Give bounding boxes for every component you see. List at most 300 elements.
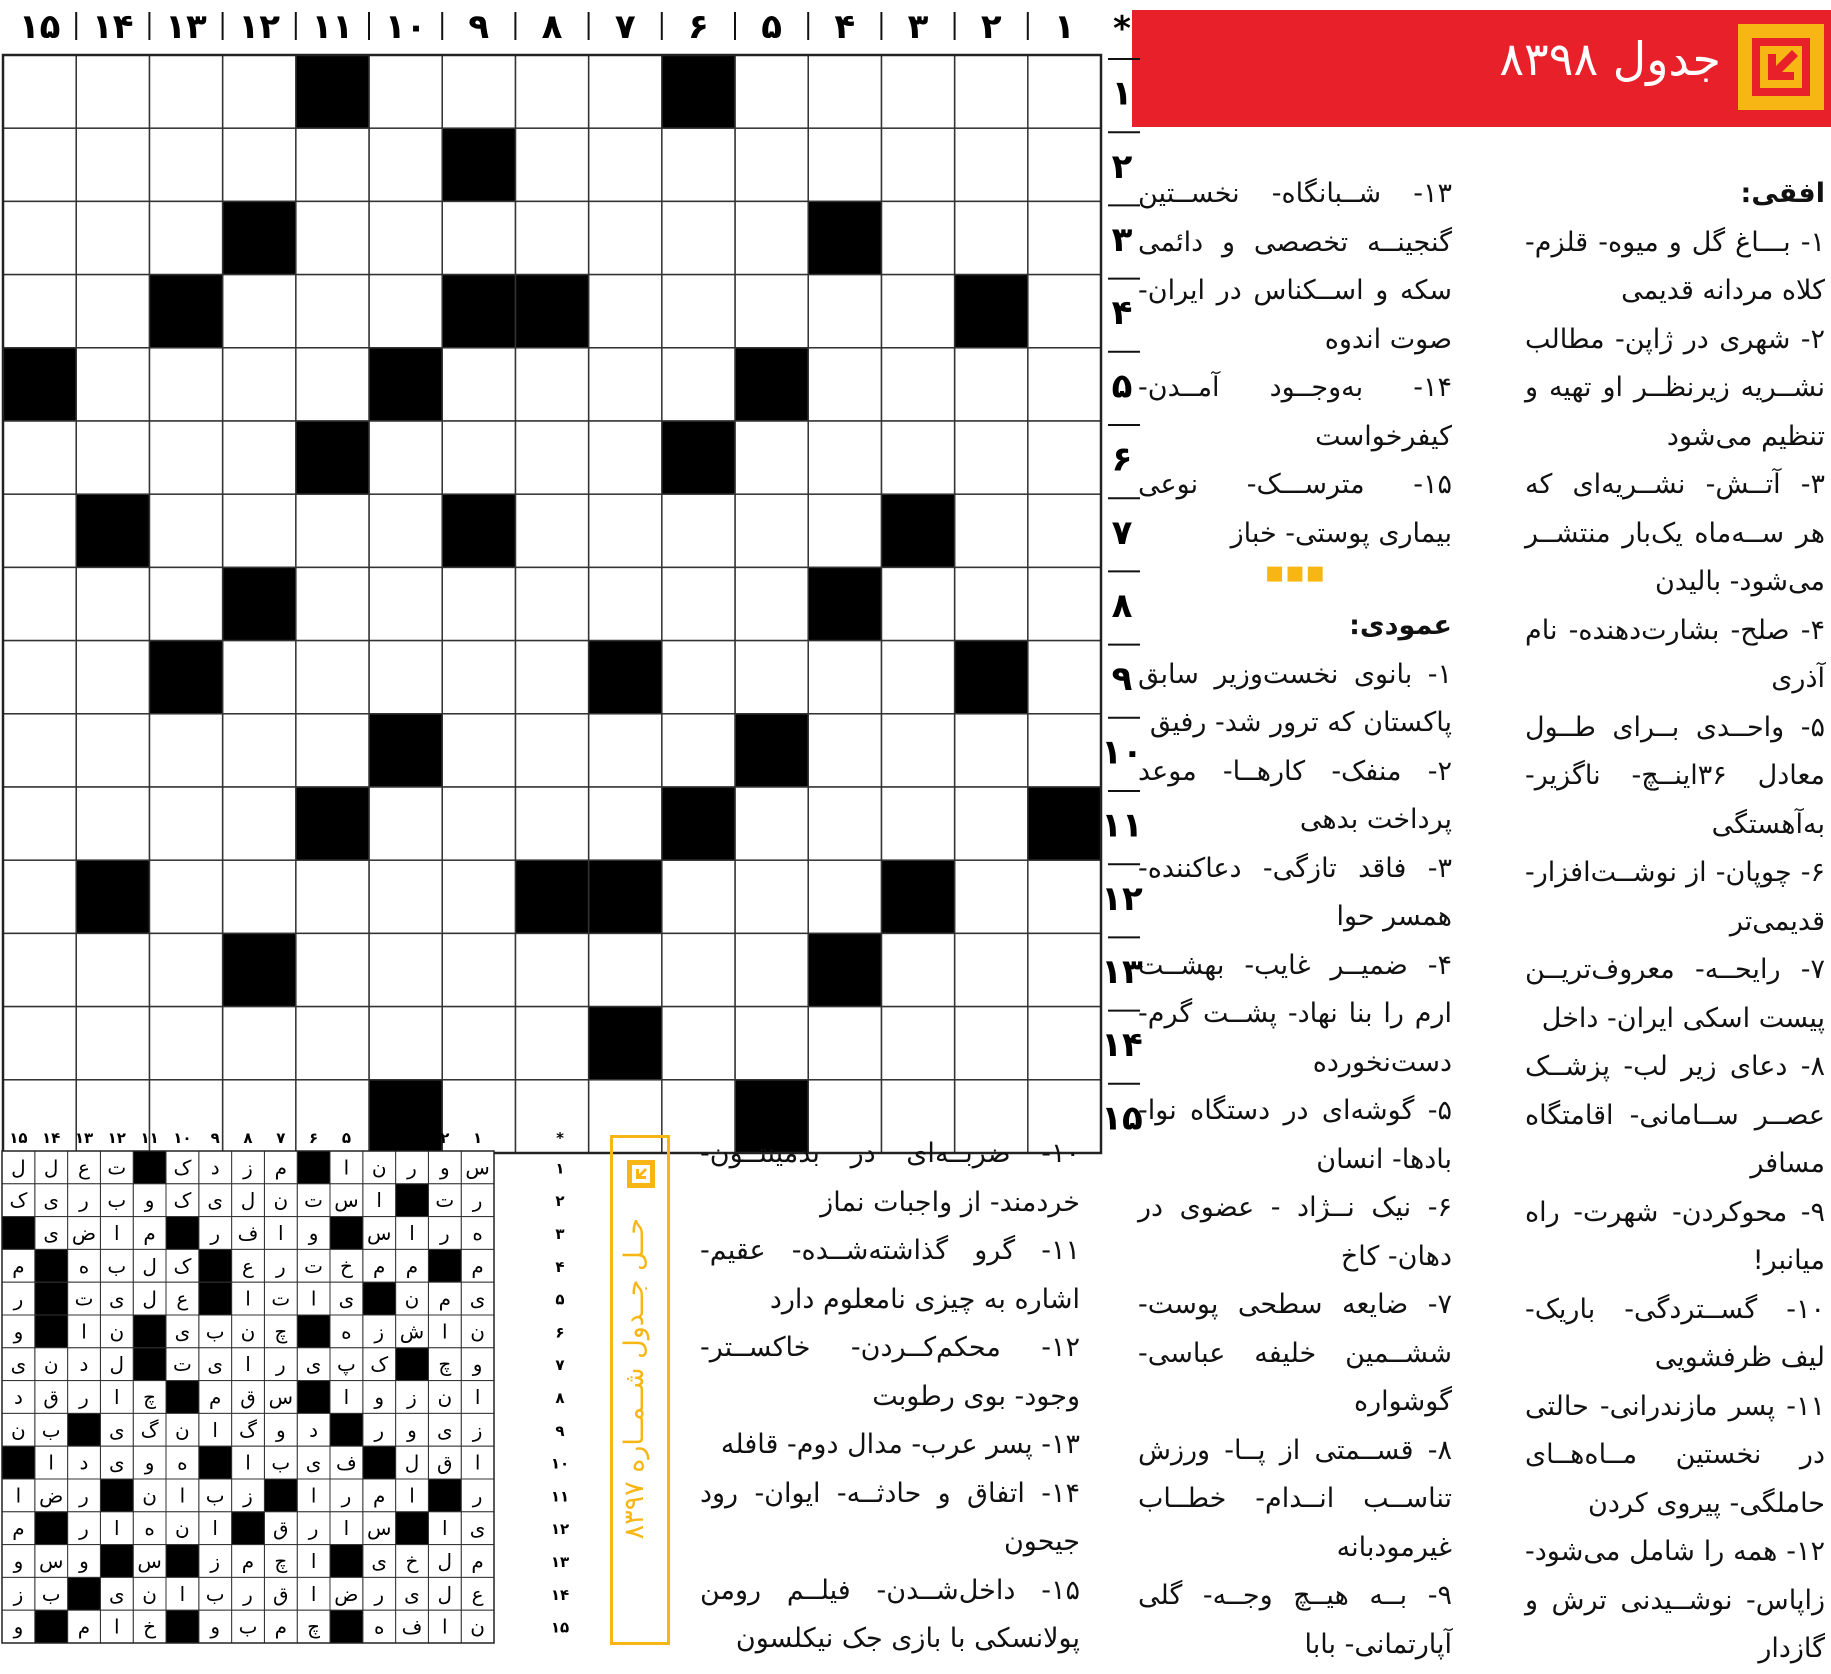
grid-cell[interactable] xyxy=(808,421,881,494)
grid-cell[interactable] xyxy=(149,933,222,1006)
solution-letter: ک xyxy=(173,1253,192,1278)
solution-letter: ر xyxy=(472,1188,483,1213)
solution-letter: ع xyxy=(242,1253,254,1278)
grid-cell[interactable] xyxy=(808,494,881,567)
grid-cell[interactable] xyxy=(149,55,222,128)
row-number: ۸ xyxy=(1111,586,1133,626)
solution-letter: ا xyxy=(310,1549,317,1573)
solution-letter: ی xyxy=(404,1581,420,1606)
solution-letter: ی xyxy=(174,1319,191,1344)
grid-cell[interactable] xyxy=(808,787,881,860)
solution-letter: ض xyxy=(39,1483,64,1508)
solution-letter: و xyxy=(210,1614,221,1639)
grid-cell[interactable] xyxy=(735,933,808,1006)
solution-black-cell xyxy=(166,1381,199,1414)
grid-cell[interactable] xyxy=(515,55,588,128)
grid-cell[interactable] xyxy=(735,1007,808,1080)
grid-cell[interactable] xyxy=(76,55,149,128)
solution-black-cell xyxy=(297,1151,330,1184)
solution-letter: د xyxy=(79,1352,89,1377)
solution-letter: ا xyxy=(245,1450,251,1475)
grid-cell[interactable] xyxy=(1028,494,1101,567)
grid-cell[interactable] xyxy=(442,641,515,714)
grid-cell[interactable] xyxy=(369,494,442,567)
grid-cell[interactable] xyxy=(76,201,149,274)
grid-cell[interactable] xyxy=(955,348,1028,421)
solution-letter: ن xyxy=(273,1188,289,1213)
black-cell xyxy=(735,714,808,787)
grid-cell[interactable] xyxy=(662,567,735,640)
black-cell xyxy=(76,860,149,933)
solution-letter: و xyxy=(308,1221,319,1245)
solution-letter: س xyxy=(465,1155,490,1180)
grid-cell[interactable] xyxy=(296,860,369,933)
grid-cell[interactable] xyxy=(881,201,954,274)
grid-cell[interactable] xyxy=(515,421,588,494)
solution-column-number: ۱۵ xyxy=(9,1129,28,1147)
row-number: ۱۲ xyxy=(1101,878,1143,919)
grid-cell[interactable] xyxy=(662,860,735,933)
grid-cell[interactable] xyxy=(3,494,76,567)
solution-black-cell xyxy=(297,1315,330,1348)
grid-cell[interactable] xyxy=(1028,201,1101,274)
grid-cell[interactable] xyxy=(662,348,735,421)
solution-column-number: ۹ xyxy=(210,1129,220,1147)
grid-cell[interactable] xyxy=(589,714,662,787)
solution-letter: م xyxy=(12,1253,25,1278)
grid-cell[interactable] xyxy=(735,128,808,201)
black-cell xyxy=(662,787,735,860)
solution-letter: ا xyxy=(343,1155,350,1180)
column-number: ۵ xyxy=(761,7,782,47)
grid-cell[interactable] xyxy=(223,421,296,494)
grid-cell[interactable] xyxy=(149,421,222,494)
solution-letter: ا xyxy=(48,1450,54,1475)
grid-cell[interactable] xyxy=(735,421,808,494)
grid-cell[interactable] xyxy=(3,787,76,860)
grid-cell[interactable] xyxy=(296,714,369,787)
solution-letter: ع xyxy=(176,1286,189,1311)
grid-cell[interactable] xyxy=(955,55,1028,128)
solution-letter: ا xyxy=(179,1483,186,1508)
grid-cell[interactable] xyxy=(3,275,76,348)
grid-cell[interactable] xyxy=(76,348,149,421)
grid-cell[interactable] xyxy=(76,421,149,494)
grid-cell[interactable] xyxy=(296,348,369,421)
grid-cell[interactable] xyxy=(955,787,1028,860)
solution-black-cell xyxy=(35,1512,68,1545)
grid-cell[interactable] xyxy=(589,275,662,348)
grid-cell[interactable] xyxy=(1028,55,1101,128)
grid-cell[interactable] xyxy=(369,275,442,348)
grid-cell[interactable] xyxy=(662,1007,735,1080)
grid-cell[interactable] xyxy=(881,641,954,714)
grid-cell[interactable] xyxy=(149,128,222,201)
solution-letter: ب xyxy=(271,1450,291,1475)
grid-cell[interactable] xyxy=(442,201,515,274)
solution-letter: س xyxy=(137,1549,162,1573)
down-clue: ۱۵- داخل‌شــدن- فیلــم رومن پولانسکی با بازی جک نیکلسون xyxy=(700,1574,1080,1654)
grid-cell[interactable] xyxy=(589,201,662,274)
solution-column-number: ۲ xyxy=(440,1129,450,1147)
grid-cell[interactable] xyxy=(223,787,296,860)
solution-row-number: ۱۴ xyxy=(550,1585,570,1604)
grid-cell[interactable] xyxy=(223,860,296,933)
column-number: ۸ xyxy=(541,7,563,47)
grid-cell[interactable] xyxy=(442,1007,515,1080)
grid-cell[interactable] xyxy=(808,348,881,421)
grid-cell[interactable] xyxy=(296,494,369,567)
grid-cell[interactable] xyxy=(296,933,369,1006)
grid-cell[interactable] xyxy=(3,641,76,714)
grid-cell[interactable] xyxy=(735,787,808,860)
solution-black-cell xyxy=(166,1217,199,1250)
grid-cell[interactable] xyxy=(662,128,735,201)
solution-letter: چ xyxy=(274,1549,288,1573)
solution-letter: ل xyxy=(142,1286,157,1311)
solution-row-number: ۱۰ xyxy=(550,1454,570,1473)
down-clue: ۶- نیک نــژاد - عضوی در دهان- کاخ xyxy=(1138,1192,1452,1272)
grid-cell[interactable] xyxy=(808,275,881,348)
down-clue: ۲- منفک- کارهــا- موعد پرداخت بدهی xyxy=(1138,755,1452,835)
grid-cell[interactable] xyxy=(223,275,296,348)
solution-letter: ق xyxy=(437,1450,453,1475)
grid-cell[interactable] xyxy=(296,128,369,201)
across-heading: افقی: xyxy=(1740,178,1825,209)
grid-cell[interactable] xyxy=(76,1007,149,1080)
grid-cell[interactable] xyxy=(76,275,149,348)
grid-cell[interactable] xyxy=(296,275,369,348)
grid-cell[interactable] xyxy=(369,567,442,640)
grid-cell[interactable] xyxy=(515,1007,588,1080)
grid-cell[interactable] xyxy=(515,128,588,201)
down-clues-continued xyxy=(700,1130,1080,1664)
solution-letter: و xyxy=(144,1450,155,1475)
grid-cell[interactable] xyxy=(442,933,515,1006)
grid-cell[interactable] xyxy=(223,714,296,787)
solution-letter: ز xyxy=(243,1483,253,1508)
grid-cell[interactable] xyxy=(1028,348,1101,421)
solution-letter: و xyxy=(13,1549,24,1573)
grid-cell[interactable] xyxy=(296,567,369,640)
grid-cell[interactable] xyxy=(955,421,1028,494)
grid-cell[interactable] xyxy=(369,933,442,1006)
solution-black-cell xyxy=(166,1545,199,1578)
grid-cell[interactable] xyxy=(881,55,954,128)
grid-cell[interactable] xyxy=(3,55,76,128)
grid-cell[interactable] xyxy=(1028,567,1101,640)
across-clue: ۱۴- به‌وجــود آمــدن- کیفرخواست xyxy=(1138,372,1452,452)
crossword-grid[interactable] xyxy=(0,0,1150,1160)
solution-letter: ز xyxy=(210,1549,221,1573)
solution-letter: ق xyxy=(240,1385,256,1409)
solution-letter: ی xyxy=(207,1352,224,1377)
solution-letter: ب xyxy=(238,1614,258,1639)
solution-letter: ک xyxy=(173,1188,192,1213)
grid-cell[interactable] xyxy=(589,128,662,201)
solution-letter: ا xyxy=(245,1286,251,1311)
grid-cell[interactable] xyxy=(515,494,588,567)
grid-cell[interactable] xyxy=(369,201,442,274)
grid-cell[interactable] xyxy=(662,275,735,348)
solution-letter: ا xyxy=(212,1417,218,1442)
solution-letter: ر xyxy=(275,1253,286,1278)
grid-cell[interactable] xyxy=(76,641,149,714)
solution-letter: د xyxy=(79,1450,89,1475)
grid-cell[interactable] xyxy=(149,348,222,421)
separator-dots: ▪▪▪ xyxy=(1264,555,1326,590)
grid-cell[interactable] xyxy=(881,787,954,860)
grid-cell[interactable] xyxy=(3,933,76,1006)
grid-cell[interactable] xyxy=(369,128,442,201)
grid-cell[interactable] xyxy=(223,128,296,201)
solution-letter: ه xyxy=(144,1516,155,1541)
solution-column-number: ۱۱ xyxy=(140,1129,159,1147)
grid-cell[interactable] xyxy=(442,714,515,787)
solution-letter: و xyxy=(472,1352,483,1377)
solution-row-number: ۵ xyxy=(555,1290,565,1309)
across-clue: ۱۲- همه را شامل می‌شود- زاپاس- نوشــیدنی ترش و گازدار xyxy=(1525,1536,1825,1664)
grid-cell[interactable] xyxy=(149,860,222,933)
grid-cell[interactable] xyxy=(955,567,1028,640)
solution-letter: ب xyxy=(107,1188,127,1213)
solution-letter: ی xyxy=(108,1286,125,1311)
grid-cell[interactable] xyxy=(955,1007,1028,1080)
grid-cell[interactable] xyxy=(955,128,1028,201)
solution-letter: م xyxy=(241,1549,255,1573)
grid-cell[interactable] xyxy=(515,933,588,1006)
grid-cell[interactable] xyxy=(881,567,954,640)
solution-letter: ن xyxy=(43,1352,59,1377)
solution-letter: م xyxy=(405,1253,419,1278)
grid-cell[interactable] xyxy=(3,567,76,640)
solution-letter: ا xyxy=(343,1385,350,1409)
solution-letter: ی xyxy=(43,1188,60,1213)
grid-cell[interactable] xyxy=(515,567,588,640)
across-clue: ۴- صلح- بشارت‌دهنده- نام آذری xyxy=(1525,614,1825,694)
solution-letter: ا xyxy=(310,1286,317,1311)
grid-cell[interactable] xyxy=(662,201,735,274)
grid-cell[interactable] xyxy=(369,787,442,860)
grid-cell[interactable] xyxy=(589,787,662,860)
grid-cell[interactable] xyxy=(881,128,954,201)
grid-cell[interactable] xyxy=(369,641,442,714)
grid-cell[interactable] xyxy=(3,128,76,201)
grid-cell[interactable] xyxy=(149,494,222,567)
grid-cell[interactable] xyxy=(369,55,442,128)
grid-cell[interactable] xyxy=(149,1007,222,1080)
black-cell xyxy=(735,348,808,421)
solution-black-cell xyxy=(2,1446,35,1479)
across-clue: ۱۱- پسر مازندرانی- حالتی در نخستین مــاه‌هــای حاملگی- پیروی کردن xyxy=(1525,1390,1825,1519)
grid-cell[interactable] xyxy=(149,714,222,787)
solution-letter: ر xyxy=(472,1483,483,1508)
solution-letter: پ xyxy=(336,1352,356,1377)
grid-cell[interactable] xyxy=(881,1007,954,1080)
grid-cell[interactable] xyxy=(589,421,662,494)
solution-letter: ی xyxy=(108,1450,125,1475)
grid-cell[interactable] xyxy=(589,933,662,1006)
black-cell xyxy=(223,567,296,640)
solution-letter: خ xyxy=(405,1549,419,1573)
grid-cell[interactable] xyxy=(955,201,1028,274)
grid-cell[interactable] xyxy=(3,421,76,494)
solution-black-cell xyxy=(35,1610,68,1643)
grid-cell[interactable] xyxy=(1028,860,1101,933)
solution-black-cell xyxy=(428,1249,461,1282)
grid-cell[interactable] xyxy=(881,714,954,787)
black-cell xyxy=(442,275,515,348)
solution-letter: ر xyxy=(243,1581,253,1606)
grid-cell[interactable] xyxy=(3,1007,76,1080)
solution-letter: م xyxy=(274,1614,287,1639)
grid-cell[interactable] xyxy=(296,641,369,714)
grid-cell[interactable] xyxy=(735,55,808,128)
grid-cell[interactable] xyxy=(955,714,1028,787)
grid-cell[interactable] xyxy=(3,860,76,933)
grid-cell[interactable] xyxy=(3,201,76,274)
grid-cell[interactable] xyxy=(76,933,149,1006)
down-clue: ۳- فاقد تازگی- دعاکننده- همسر حوا xyxy=(1138,852,1452,932)
grid-cell[interactable] xyxy=(735,275,808,348)
grid-cell[interactable] xyxy=(76,567,149,640)
grid-cell[interactable] xyxy=(735,201,808,274)
solution-letter: ا xyxy=(442,1319,448,1344)
grid-cell[interactable] xyxy=(369,421,442,494)
grid-cell[interactable] xyxy=(1028,275,1101,348)
grid-cell[interactable] xyxy=(808,641,881,714)
solution-black-cell xyxy=(264,1479,297,1512)
solution-letter: ا xyxy=(212,1516,218,1541)
solution-letter: و xyxy=(144,1188,155,1213)
grid-cell[interactable] xyxy=(149,567,222,640)
grid-cell[interactable] xyxy=(442,567,515,640)
grid-cell[interactable] xyxy=(515,201,588,274)
solution-letter: س xyxy=(268,1385,294,1409)
grid-cell[interactable] xyxy=(955,860,1028,933)
grid-cell[interactable] xyxy=(735,567,808,640)
solution-letter: ه xyxy=(177,1450,188,1475)
solution-black-cell xyxy=(133,1348,166,1381)
grid-cell[interactable] xyxy=(3,714,76,787)
grid-cell[interactable] xyxy=(223,348,296,421)
grid-cell[interactable] xyxy=(223,55,296,128)
grid-cell[interactable] xyxy=(515,787,588,860)
grid-cell[interactable] xyxy=(808,860,881,933)
grid-cell[interactable] xyxy=(662,641,735,714)
solution-letter: م xyxy=(373,1483,386,1508)
grid-cell[interactable] xyxy=(515,641,588,714)
grid-cell[interactable] xyxy=(735,860,808,933)
grid-cell[interactable] xyxy=(442,348,515,421)
grid-cell[interactable] xyxy=(369,1007,442,1080)
grid-cell[interactable] xyxy=(735,494,808,567)
grid-cell[interactable] xyxy=(1028,641,1101,714)
grid-cell[interactable] xyxy=(76,128,149,201)
grid-cell[interactable] xyxy=(442,860,515,933)
solution-letter: د xyxy=(13,1385,23,1409)
grid-cell[interactable] xyxy=(515,348,588,421)
grid-cell[interactable] xyxy=(955,933,1028,1006)
solution-letter: ک xyxy=(9,1188,28,1213)
grid-cell[interactable] xyxy=(442,55,515,128)
solution-letter: ا xyxy=(474,1385,481,1409)
solution-letter: ی xyxy=(436,1417,453,1442)
grid-cell[interactable] xyxy=(808,128,881,201)
solution-letter: ا xyxy=(114,1614,120,1639)
grid-cell[interactable] xyxy=(808,714,881,787)
solution-letter: ل xyxy=(240,1188,256,1213)
grid-cell[interactable] xyxy=(1028,1007,1101,1080)
black-cell xyxy=(3,348,76,421)
solution-letter: ا xyxy=(442,1516,448,1541)
grid-cell[interactable] xyxy=(1028,714,1101,787)
grid-cell[interactable] xyxy=(881,421,954,494)
across-clue: ۶- چوپان- از نوشــت‌افزار- قدیمی‌تر xyxy=(1525,857,1825,937)
solution-letter: چ xyxy=(438,1352,452,1377)
black-cell xyxy=(442,128,515,201)
row-number: ۵ xyxy=(1111,366,1133,407)
solution-letter: ا xyxy=(179,1581,186,1606)
grid-cell[interactable] xyxy=(515,714,588,787)
solution-letter: و xyxy=(13,1319,24,1344)
solution-letter: ا xyxy=(474,1450,481,1475)
grid-cell[interactable] xyxy=(223,494,296,567)
grid-cell[interactable] xyxy=(589,494,662,567)
solution-letter: ه xyxy=(472,1221,483,1245)
grid-cell[interactable] xyxy=(149,787,222,860)
grid-cell[interactable] xyxy=(1028,128,1101,201)
grid-cell[interactable] xyxy=(442,421,515,494)
grid-cell[interactable] xyxy=(735,641,808,714)
grid-cell[interactable] xyxy=(662,494,735,567)
solution-letter: و xyxy=(374,1385,385,1409)
grid-cell[interactable] xyxy=(76,787,149,860)
grid-cell[interactable] xyxy=(589,567,662,640)
grid-cell[interactable] xyxy=(76,714,149,787)
down-clues-column xyxy=(1138,170,1452,1669)
grid-cell[interactable] xyxy=(881,933,954,1006)
grid-cell[interactable] xyxy=(442,787,515,860)
grid-cell[interactable] xyxy=(662,714,735,787)
grid-cell[interactable] xyxy=(881,275,954,348)
grid-cell[interactable] xyxy=(296,201,369,274)
grid-cell[interactable] xyxy=(1028,933,1101,1006)
grid-cell[interactable] xyxy=(223,641,296,714)
solution-letter: خ xyxy=(143,1614,157,1639)
grid-cell[interactable] xyxy=(589,348,662,421)
grid-cell[interactable] xyxy=(881,348,954,421)
solution-column-number: ۵ xyxy=(341,1129,351,1147)
grid-cell[interactable] xyxy=(296,1007,369,1080)
across-clue: ۷- رایحــه- معروف‌تریــن پیست اسکی ایران- داخل xyxy=(1525,954,1825,1034)
solution-letter: چ xyxy=(307,1614,321,1639)
grid-cell[interactable] xyxy=(808,55,881,128)
solution-letter: ز xyxy=(472,1417,483,1442)
grid-cell[interactable] xyxy=(955,494,1028,567)
grid-cell[interactable] xyxy=(369,860,442,933)
solution-column-number: ۸ xyxy=(243,1129,253,1147)
grid-cell[interactable] xyxy=(223,1007,296,1080)
solution-letter: ا xyxy=(310,1483,317,1508)
grid-cell[interactable] xyxy=(589,55,662,128)
solution-row-number: ۱ xyxy=(555,1159,565,1178)
grid-cell[interactable] xyxy=(662,933,735,1006)
grid-cell[interactable] xyxy=(1028,421,1101,494)
grid-cell[interactable] xyxy=(149,201,222,274)
solution-letter: ت xyxy=(74,1286,94,1311)
grid-cell[interactable] xyxy=(808,1007,881,1080)
